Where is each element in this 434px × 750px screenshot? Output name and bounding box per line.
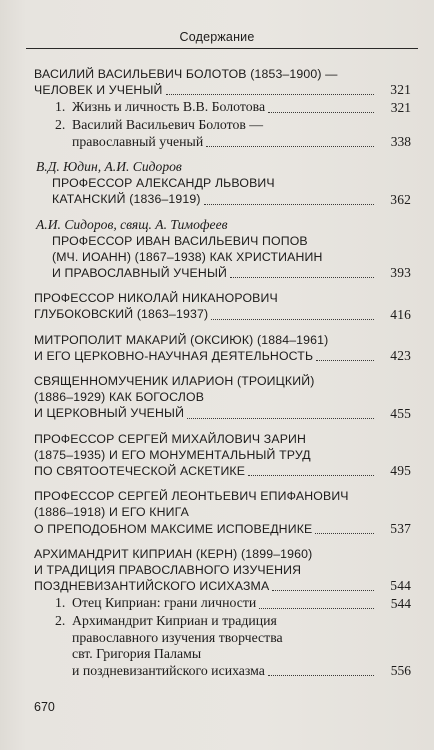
toc-entry <box>34 373 411 422</box>
toc-title-line: О ПРЕПОДОБНОМ МАКСИМЕ ИСПОВЕДНИКЕ <box>34 521 313 536</box>
toc-title-line: ГЛУБОКОВСКИЙ (1863–1937) <box>34 307 209 322</box>
toc-entry <box>34 290 411 322</box>
toc-entry-title <box>34 488 411 537</box>
subentry-number: 1. <box>55 99 66 115</box>
toc-entry <box>34 66 411 150</box>
toc-title-line: АРХИМАНДРИТ КИПРИАН (КЕРН) (1899–1960) <box>34 546 313 561</box>
toc-entry <box>34 332 411 364</box>
toc-entry-title <box>34 546 411 595</box>
subentry-page-number: 556 <box>390 663 411 679</box>
dot-leader <box>268 675 374 676</box>
subentry-line: православного изучения творчества <box>72 629 283 645</box>
toc-title-line: (1886–1918) И ЕГО КНИГА <box>34 505 189 520</box>
subentry-line: Жизнь и личность В.В. Болотова <box>72 99 266 115</box>
toc-title-line: ПРОФЕССОР НИКОЛАЙ НИКАНОРОВИЧ <box>34 291 278 306</box>
dot-leader <box>166 94 375 95</box>
toc-title-line: ВАСИЛИЙ ВАСИЛЬЕВИЧ БОЛОТОВ (1853–1900) — <box>34 67 338 81</box>
toc-entry <box>34 159 411 207</box>
subentry-page-number: 338 <box>390 134 411 150</box>
toc-entry-authors: В.Д. Юдин, А.И. Сидоров <box>36 159 182 175</box>
dot-leader <box>316 360 374 361</box>
toc-entry-title <box>34 373 411 422</box>
subentry-line: Архимандрит Киприан и традиция <box>72 613 277 629</box>
toc-page-number: 455 <box>390 405 411 421</box>
dot-leader <box>206 146 374 147</box>
subentry-page-number: 321 <box>390 100 411 115</box>
toc-title-line: ПОЗДНЕВИЗАНТИЙСКОГО ИСИХАЗМА <box>34 579 270 594</box>
toc-entry-title <box>34 66 411 98</box>
toc-entry-title <box>34 431 411 480</box>
toc-page-number: 544 <box>390 578 411 594</box>
toc-subentry <box>34 99 411 116</box>
subentry-line: православный ученый <box>72 133 204 149</box>
subentry-line: и поздневизантийского исихазма <box>72 662 265 678</box>
toc-entry-authors: А.И. Сидоров, свящ. А. Тимофеев <box>36 216 228 232</box>
toc-entry <box>34 431 411 480</box>
subentry-page-number: 544 <box>390 596 411 612</box>
toc-title-line: И ТРАДИЦИЯ ПРАВОСЛАВНОГО ИЗУЧЕНИЯ <box>34 563 302 578</box>
table-of-contents <box>34 66 411 688</box>
dot-leader <box>211 319 374 320</box>
toc-title-line: И ЦЕРКОВНЫЙ УЧЕНЫЙ <box>34 406 185 421</box>
toc-subentry <box>34 595 411 612</box>
toc-title-line: МИТРОПОЛИТ МАКАРИЙ (ОКСИЮК) (1884–1961) <box>34 332 329 347</box>
toc-title-line: (1886–1929) КАК БОГОСЛОВ <box>34 390 205 405</box>
page-number: 670 <box>34 700 55 714</box>
toc-title-line: ПРОФЕССОР СЕРГЕЙ ЛЕОНТЬЕВИЧ ЕПИФАНОВИЧ <box>34 489 349 504</box>
toc-title-line: И ЕГО ЦЕРКОВНО-НАУЧНАЯ ДЕЯТЕЛЬНОСТЬ <box>34 348 314 363</box>
toc-subentry <box>34 117 411 150</box>
running-head: Содержание <box>179 30 255 44</box>
toc-subentry <box>34 613 411 679</box>
toc-title-line: СВЯЩЕННОМУЧЕНИК ИЛАРИОН (ТРОИЦКИЙ) <box>34 374 315 389</box>
toc-page-number: 495 <box>390 463 411 479</box>
subentry-line: свт. Григория Паламы <box>72 646 202 662</box>
toc-entry-title <box>34 233 411 282</box>
toc-page-number: 416 <box>390 306 411 322</box>
dot-leader <box>315 533 374 534</box>
dot-leader <box>259 608 374 609</box>
subentry-number: 2. <box>55 613 66 629</box>
dot-leader <box>248 475 374 476</box>
toc-title-line: (МЧ. ИОАНН) (1867–1938) КАК ХРИСТИАНИН <box>52 249 323 264</box>
toc-entry <box>34 488 411 537</box>
toc-title-line: (1875–1935) И ЕГО МОНУМЕНТАЛЬНЫЙ ТРУД <box>34 447 311 462</box>
toc-entry <box>34 217 411 282</box>
dot-leader <box>272 590 374 591</box>
toc-entry-title <box>34 332 411 364</box>
toc-page-number: 393 <box>390 265 411 281</box>
toc-page-number: 362 <box>390 191 411 207</box>
toc-entry-title <box>34 175 411 207</box>
subentry-number: 1. <box>55 595 66 611</box>
subentry-line: Отец Киприан: грани личности <box>72 595 257 611</box>
dot-leader <box>230 277 374 278</box>
toc-title-line: ПО СВЯТООТЕЧЕСКОЙ АСКЕТИКЕ <box>34 464 246 479</box>
toc-title-line: ПРОФЕССОР АЛЕКСАНДР ЛЬВОВИЧ <box>52 176 275 191</box>
toc-title-line: ПРОФЕССОР ИВАН ВАСИЛЬЕВИЧ ПОПОВ <box>52 233 308 248</box>
toc-entry <box>34 546 411 680</box>
subentry-number: 2. <box>55 117 66 132</box>
subentry-line: Василий Васильевич Болотов — <box>72 117 264 132</box>
toc-title-line: И ПРАВОСЛАВНЫЙ УЧЕНЫЙ <box>52 266 227 280</box>
dot-leader <box>204 204 374 205</box>
dot-leader <box>268 112 374 113</box>
toc-title-line: ПРОФЕССОР СЕРГЕЙ МИХАЙЛОВИЧ ЗАРИН <box>34 431 307 446</box>
toc-title-line: ЧЕЛОВЕК И УЧЕНЫЙ <box>34 83 163 98</box>
toc-page-number: 321 <box>390 82 411 98</box>
toc-title-line: КАТАНСКИЙ (1836–1919) <box>52 192 201 207</box>
toc-entry-title <box>34 290 411 322</box>
toc-page-number: 537 <box>390 520 411 536</box>
header-rule <box>26 48 418 49</box>
dot-leader <box>187 418 374 419</box>
toc-page-number: 423 <box>390 348 411 364</box>
